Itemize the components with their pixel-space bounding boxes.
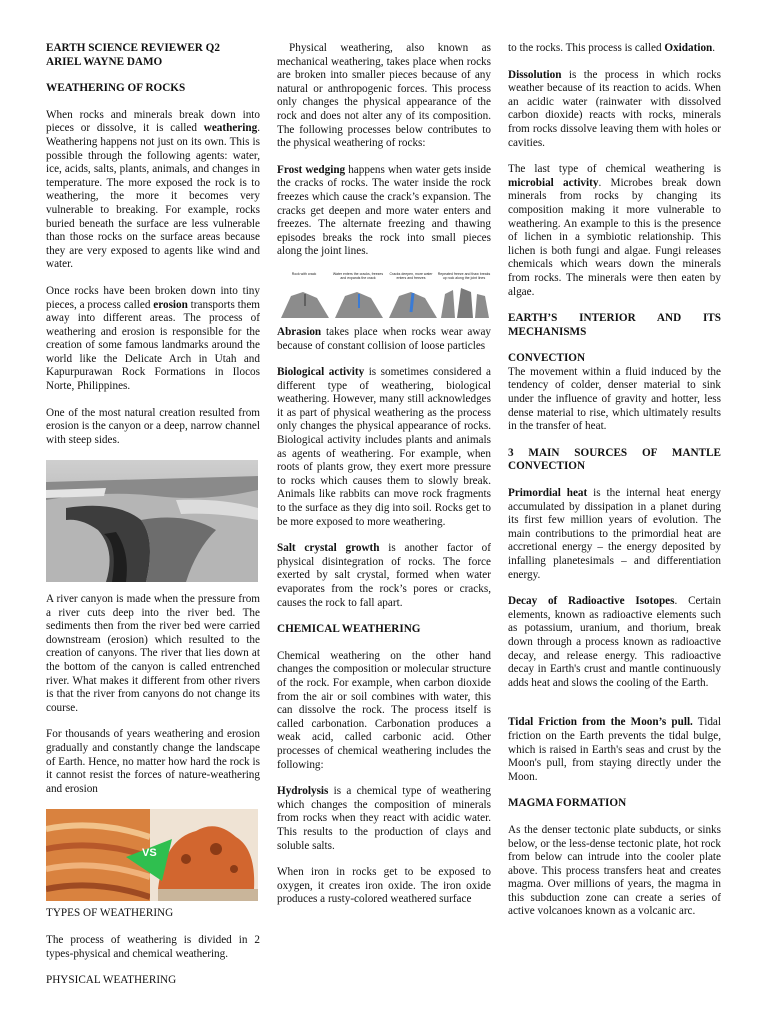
paragraph-types: The process of weathering is divided in 2 types-physical and chemical weathering. — [46, 933, 260, 960]
paragraph-dissolution: Dissolution is the process in which rocks weather because of its reaction to acids. When an acidic water (rainwater with dissolved carbon dioxide) reacts with rocks, minerals from rocks dissolve leaving them with holes or cavities. — [508, 68, 721, 149]
heading-mantle-convection-sources: 3 MAIN SOURCES OF MANTLE CONVECTION — [508, 446, 721, 473]
paragraph-erosion: Once rocks have been broken down into tiny pieces, a process called erosion transports them away into different areas. The process of weathering and erosion is responsible for the creation of some famous landmarks around the world like the Delicate Arch in Utah and Kapurpurawan Rock Formations in Ilocos Norte, Philippines. — [46, 284, 260, 393]
paragraph-tidal-friction: Tidal Friction from the Moon’s pull. Tidal friction on the Earth prevents the tidal bulge, which is raised in Earth's seas and crust by the Moon's pull, from staying directly under the Moon. — [508, 716, 721, 783]
frost-label-1: Rock with crack — [291, 271, 317, 276]
paragraph-oxidation: to the rocks. This process is called Oxidation. — [508, 42, 716, 54]
heading-convection: CONVECTION — [508, 352, 586, 365]
frost-label-4: Repeated freeze and thaw breaks up rock along the joint lines — [437, 271, 491, 280]
frost-wedging-diagram — [277, 272, 491, 320]
paragraph-abrasion: Abrasion takes place when rocks wear away because of constant collision of loose particles — [277, 325, 491, 352]
heading-weathering-of-rocks: WEATHERING OF ROCKS — [46, 82, 186, 95]
weathering-vs-photo — [46, 809, 260, 901]
canyon-photo — [46, 460, 260, 587]
paragraph-landscape-change: For thousands of years weathering and erosion gradually and constantly change the landscape of Earth. Hence, no matter how hard the rock is it cannot resist the forces of nature-weathering and erosion — [46, 728, 260, 795]
paragraph-primordial-heat: Primordial heat is the internal heat energy accumulated by dissipation in a planet during its first few million years of evolution. The main contributions to the primordial heat are accretional energy – the energy deposited by infalling planetesimals – and differentiation energy. — [508, 487, 722, 581]
heading-earths-interior: EARTH’S INTERIOR AND ITS MECHANISMS — [508, 312, 721, 338]
vs-label: VS — [142, 847, 157, 860]
paragraph-hydrolysis: Hydrolysis is a chemical type of weathering which changes the composition of minerals from rocks when they react with acidic water. This results to the production of clays and soluble salts. — [277, 785, 491, 852]
frost-label-2: Water enters the cracks, freezes and expands the crack — [332, 271, 384, 280]
paragraph-magma-formation: As the denser tectonic plate subducts, or sinks below, or the less-dense tectonic plate, hot rock from below can intrude into the cooler plate above. This process transfers heat and creates magma. Over millions of years, the magma in this subduction zone can create a series of active volcanoes known as a volcanic arc. — [508, 823, 721, 918]
heading-magma-formation: MAGMA FORMATION — [508, 797, 627, 810]
paragraph-canyon: One of the most natural creation resulted from erosion is the canyon or a deep, narrow channel with steep sides. — [46, 406, 260, 446]
paragraph-weathering-intro: When rocks and minerals break down into pieces or dissolve, it is called weathering. Weathering happens not just on its own. This is possible through the following agents: water, ice, acids, salts, plants, animals, and changes in temperature. The more exposed the rock is to weathering, the more it becomes very vulnerable to breaking. For example, rocks buried beneath the surface are less vulnerable than those rocks on the surface areas because they are very exposed to agents like wind and water. — [46, 108, 260, 271]
frost-label-3: Cracks deepen, more water enters and freezes — [389, 271, 433, 280]
heading-types-of-weathering: TYPES OF WEATHERING — [46, 907, 174, 920]
document-title: EARTH SCIENCE REVIEWER Q2 — [46, 42, 220, 54]
heading-physical-weathering: PHYSICAL WEATHERING — [46, 974, 177, 987]
author-name: ARIEL WAYNE DAMO — [46, 55, 163, 68]
paragraph-salt-crystal: Salt crystal growth is another factor of physical disintegration of rocks. The force exerted by salt crystal, formed when water evaporates from the rock’s pores or cracks, causes the rock to fall apart. — [277, 542, 491, 609]
paragraph-physical-weathering: Physical weathering, also known as mechanical weathering, takes place when rocks are broken into smaller pieces because of any natural or anthropogenic forces. This process only changes the physical appearance of the rock and does not alter any of its composition. The following processes below contributes to the physical weathering of rocks: — [277, 42, 491, 150]
paragraph-convection: The movement within a fluid induced by the tendency of colder, denser material to sink under the influence of gravity and hotter, less dense material to rise, which ultimately results in the transfer of heat. — [508, 365, 721, 433]
heading-chemical-weathering: CHEMICAL WEATHERING — [277, 623, 421, 636]
paragraph-radioactive-decay: Decay of Radioactive Isotopes. Certain elements, known as radioactive elements such as potassium, uranium, and thorium, break down through a process known as radioactive decay, and release energy. This radioactive decay in Earth's crust and mantle continuously adds heat and slows the cooling of the Earth. — [508, 595, 721, 689]
paragraph-river-canyon: A river canyon is made when the pressure from a river cuts deep into the river bed. The sediments then from the river bed were carried downstream (erosion) which resulted to the creation of canyons. The river that lies down at the bottom of the canyon is called entrenched river. What makes it different from other rivers is that the river from canyons do not change its course. — [46, 593, 260, 714]
paragraph-chemical-weathering: Chemical weathering on the other hand changes the composition or molecular structure of the rock. For example, when carbon dioxide from the air or soil combines with water, this can dissolve the rock. The process itself is called carbonation. Carbonation produces a weak acid, called carbonic acid. Other processes of chemical weathering includes the following: — [277, 649, 491, 771]
paragraph-frost-wedging: Frost wedging happens when water gets inside the cracks of rocks. The water inside the rock freezes which cause the crack’s expansion. The cracks get deepen and more water enters and freezes. The alternate freezing and thawing episodes breaks the rock into small pieces along the joint lines. — [277, 163, 491, 258]
column-3 — [508, 42, 721, 932]
column-2 — [277, 42, 491, 920]
paragraph-iron-oxide: When iron in rocks get to be exposed to oxygen, it creates iron oxide. The iron oxide produces a rusty-colored weathered surface — [277, 866, 491, 906]
paragraph-microbial-activity: The last type of chemical weathering is microbial activity. Microbes break down minerals from rocks by changing its composition making it more vulnerable to weathering. An example to this is the presence of lichen in a symbiotic relationship. This lichen is both fungi and algae. Fungi releases chemicals which wears down the minerals from rocks. The minerals were then eaten by algae. — [508, 163, 721, 298]
column-1 — [46, 42, 260, 988]
paragraph-biological-activity: Biological activity is sometimes considered a different type of weathering, biological weathering. However, many still acknowledges it as part of physical weathering as the process only changes the physical appearance of rocks. Biological activity includes plants and animals as agents of weathering. For example, when roots of plants grow, they exert more pressure to rocks which causes them to slowly break. Animals like rabbits can move rock fragments to the surface as they dig into soil. Rocks get to be more exposed to more weathering. — [277, 366, 491, 528]
